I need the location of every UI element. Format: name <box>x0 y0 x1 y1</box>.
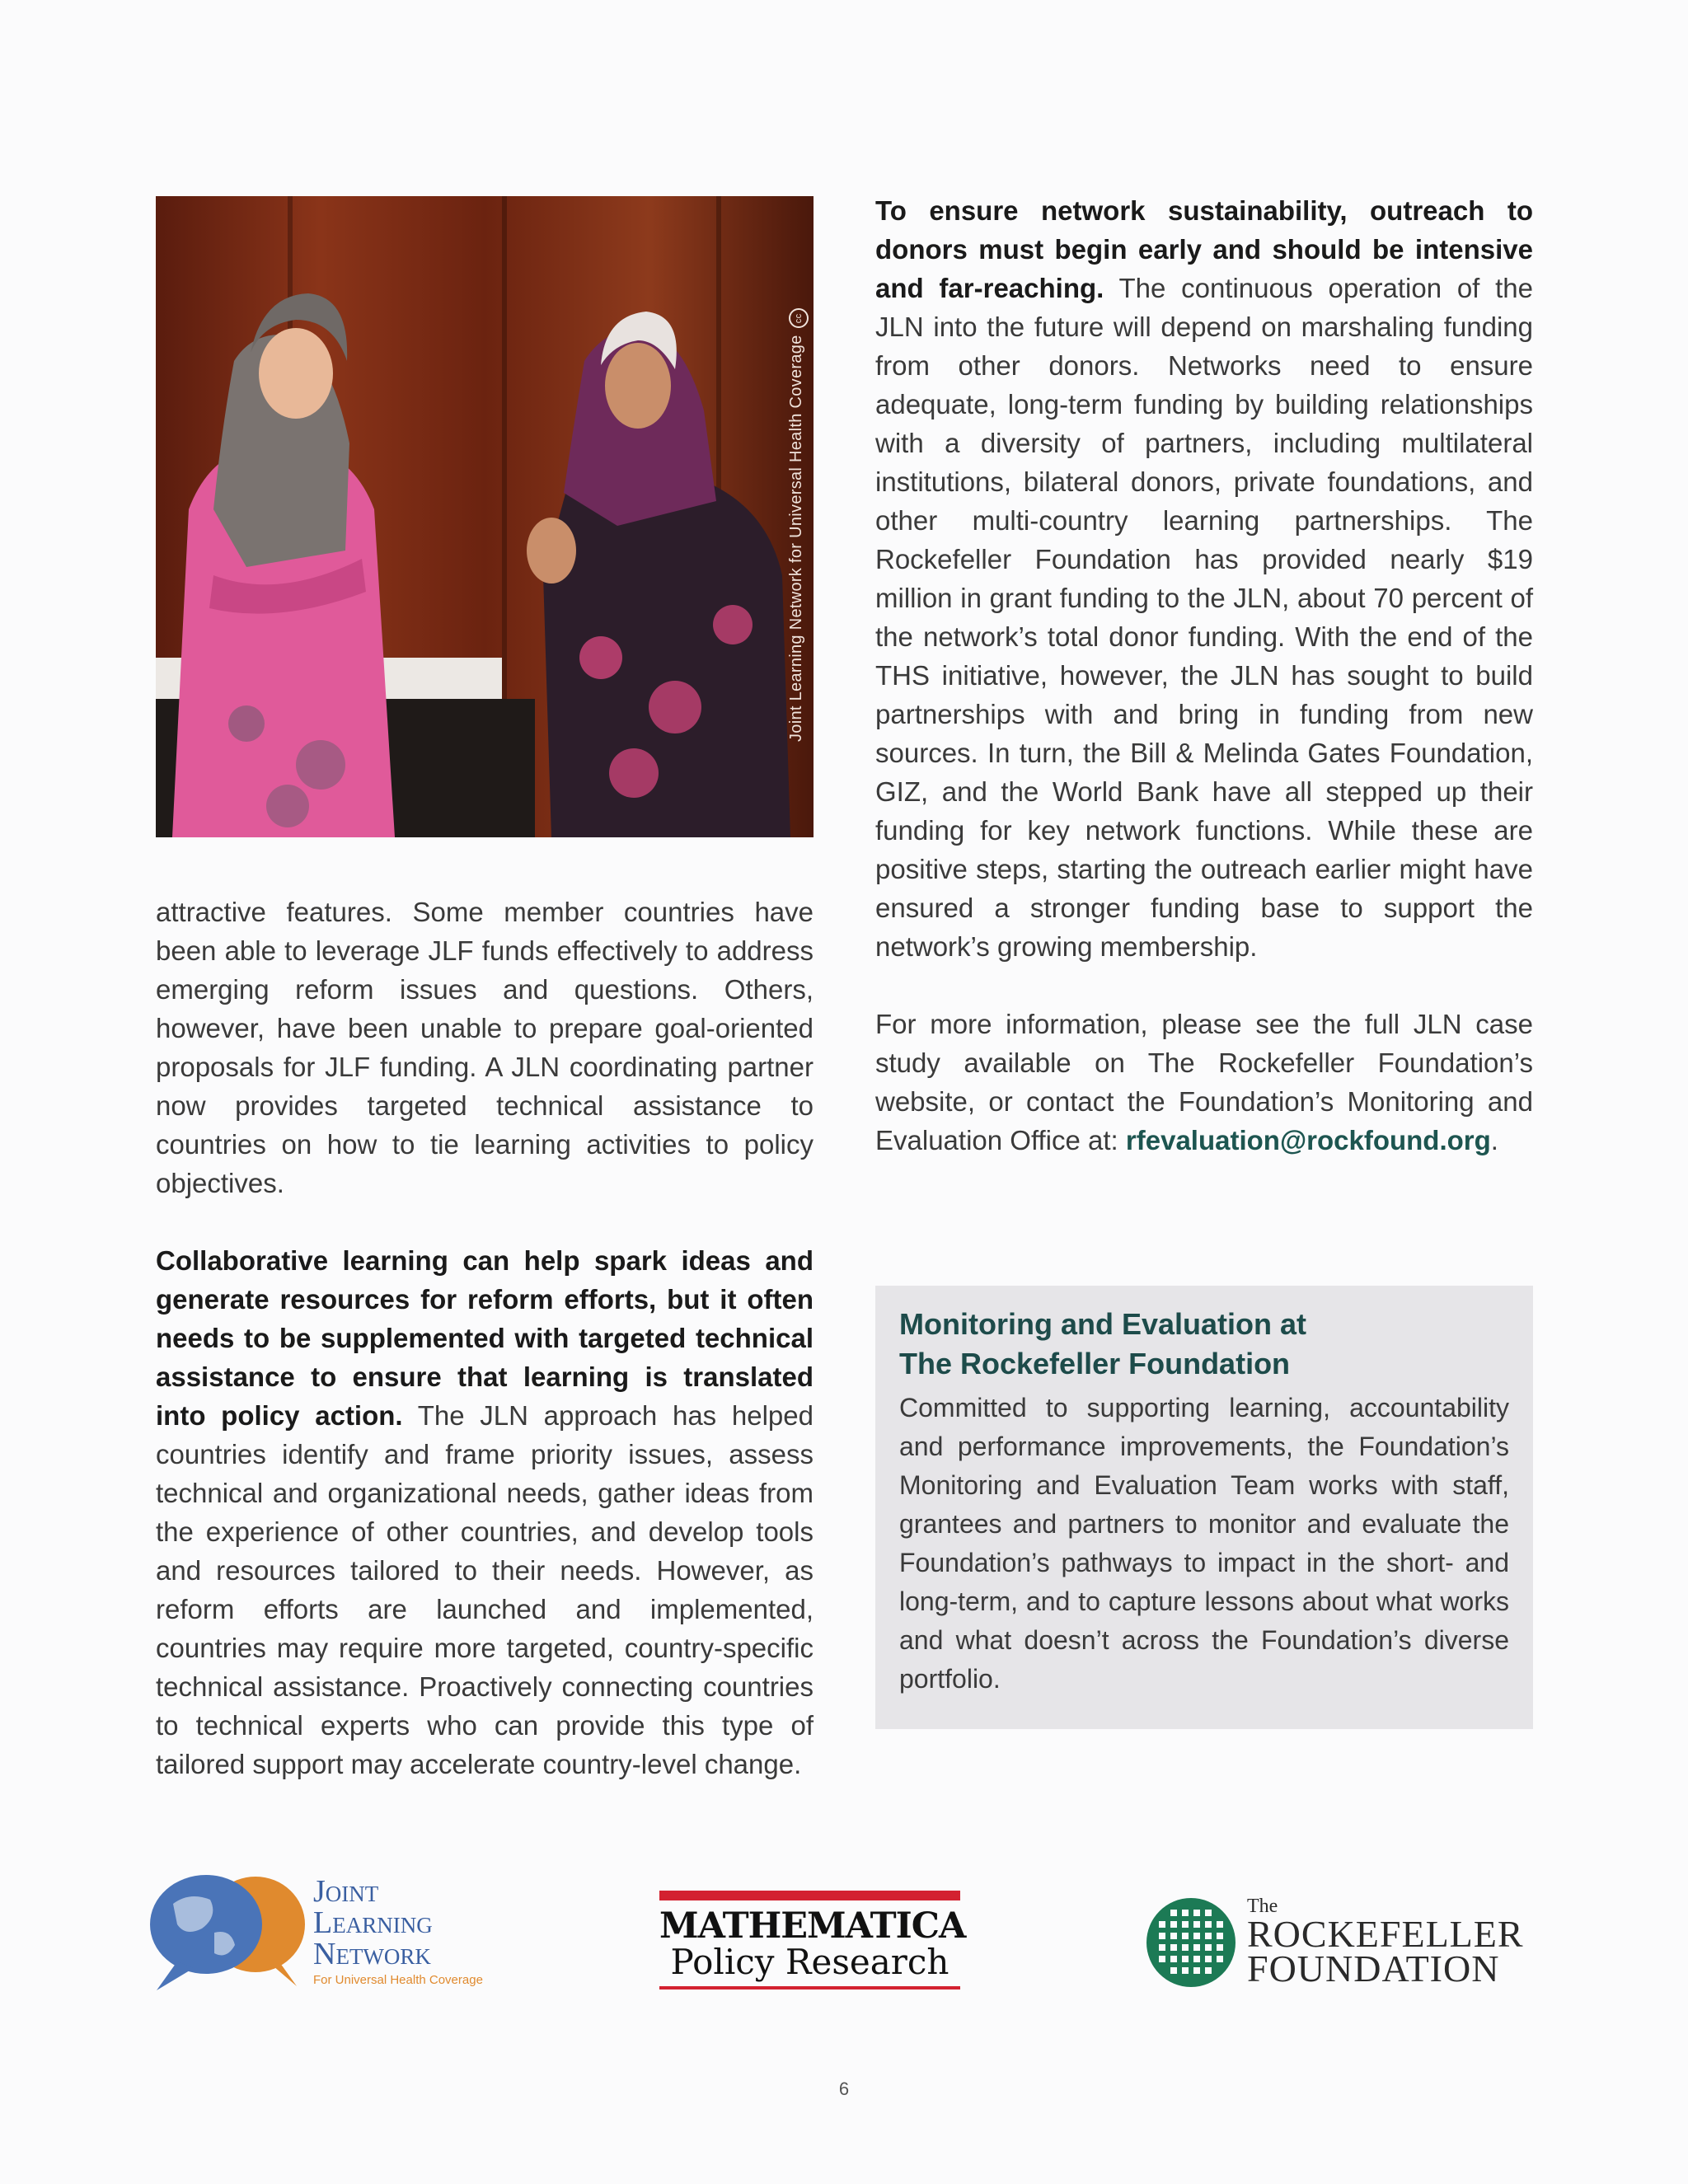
globe-grid-icon <box>1146 1893 1236 1992</box>
globe-bubbles-icon <box>144 1871 309 1994</box>
photo-illustration <box>156 196 814 837</box>
mathematica-subtitle: Policy Research <box>670 1942 950 1982</box>
paragraph-lead: Collaborative learning can help spark ideas and generate resources for reform efforts, but it often needs to be supplemented with targeted technical assistance to ensure that learning is translated into policy action. <box>156 1245 814 1431</box>
logo-top-bar <box>659 1891 960 1900</box>
logo-bottom-bar <box>659 1986 960 1990</box>
paragraph-lead: To ensure network sustainability, outreach to donors must begin early and should be intensive and far-reaching. <box>875 195 1533 303</box>
callout-title: Monitoring and Evaluation at The Rockefeller Foundation <box>899 1307 1306 1380</box>
foundation-name: FOUNDATION <box>1247 1947 1500 1990</box>
email-link[interactable]: rfevaluation@rockfound.org <box>1125 1125 1491 1155</box>
callout-body: Committed to supporting learning, accountability and performance improvements, the Foundation’s Monitoring and Evaluation Team works with staff, grantees and partners to monitor and evaluate the Foundation’s pathways to impact in the short- and long-term, and to capture lessons about what works and what doesn’t across the Foundation’s diverse portfolio. <box>899 1393 1509 1694</box>
cc-icon: cc <box>789 308 809 328</box>
paragraph: To ensure network sustainability, outreach to donors must begin early and should be intensive and far-reaching. The continuous operation of the JLN into the future will depend on marshaling funding from other donors. Networks need to ensure adequate, long-term funding by building relationships with a diversity of partners, including multilateral institutions, bilateral donors, private foundations, and other multi-country learning partnerships. The Rockefeller Foundation has provided nearly $19 million in grant funding to the JLN, about 70 percent of the network’s total donor funding. With the end of the THS initiative, however, the JLN has sought to build partnerships with and bring in funding from new sources. In turn, the Bill & Melinda Gates Foundation, GIZ, and the World Bank have all stepped up their funding for key network functions. While these are positive steps, starting the outreach earlier might have ensured a stronger funding base to support the network’s growing membership. <box>875 195 1533 962</box>
callout-box <box>875 1286 1533 1729</box>
jln-wordmark: Joint Learning Network <box>313 1874 433 1971</box>
woman-purple-figure <box>527 312 790 837</box>
paragraph: attractive features. Some member countries have been able to leverage JLF funds effectively to address emerging reform issues and questions. Others, however, have been unable to prepare goal-oriented proposals for JLF funding. A JLN coordinating partner now provides targeted technical assistance to countries on how to tie learning activities to policy objectives. <box>156 897 814 1198</box>
rockefeller-logo <box>1146 1889 1525 1996</box>
photo-two-women <box>156 196 814 837</box>
rockefeller-the: The <box>1247 1896 1278 1917</box>
paragraph: For more information, please see the full JLN case study available on The Rockefeller Foundation’s website, or contact the Foundation’s Monitoring and Evaluation Office at: rfevaluation@rockfound.org. <box>875 1009 1533 1155</box>
paragraph: Collaborative learning can help spark ideas and generate resources for reform efforts, but it often needs to be supplemented with targeted technical assistance to ensure that learning is translated into policy action. The JLN approach has helped countries identify and frame priority issues, assess technical and organizational needs, gather ideas from the experience of other countries, and develop tools and resources tailored to their needs. However, as reform efforts are launched and implemented, countries may require more targeted, country-specific technical assistance. Proactively connecting countries to technical experts who can provide this type of tailored support may accelerate country-level change. <box>156 1245 814 1779</box>
jln-logo <box>144 1871 507 2003</box>
jln-tagline: For Universal Health Coverage <box>313 1973 483 1987</box>
woman-pink-figure <box>172 293 395 837</box>
photo-credit: Joint Learning Network for Universal Health Coveragecc <box>787 308 809 742</box>
right-column <box>875 191 1533 1160</box>
mathematica-logo <box>659 1891 966 1991</box>
page-number: 6 <box>838 2079 850 2099</box>
rockefeller-name: ROCKEFELLER <box>1247 1913 1524 1955</box>
mathematica-name: MATHEMATICA <box>659 1905 966 1947</box>
left-column <box>156 893 814 1783</box>
